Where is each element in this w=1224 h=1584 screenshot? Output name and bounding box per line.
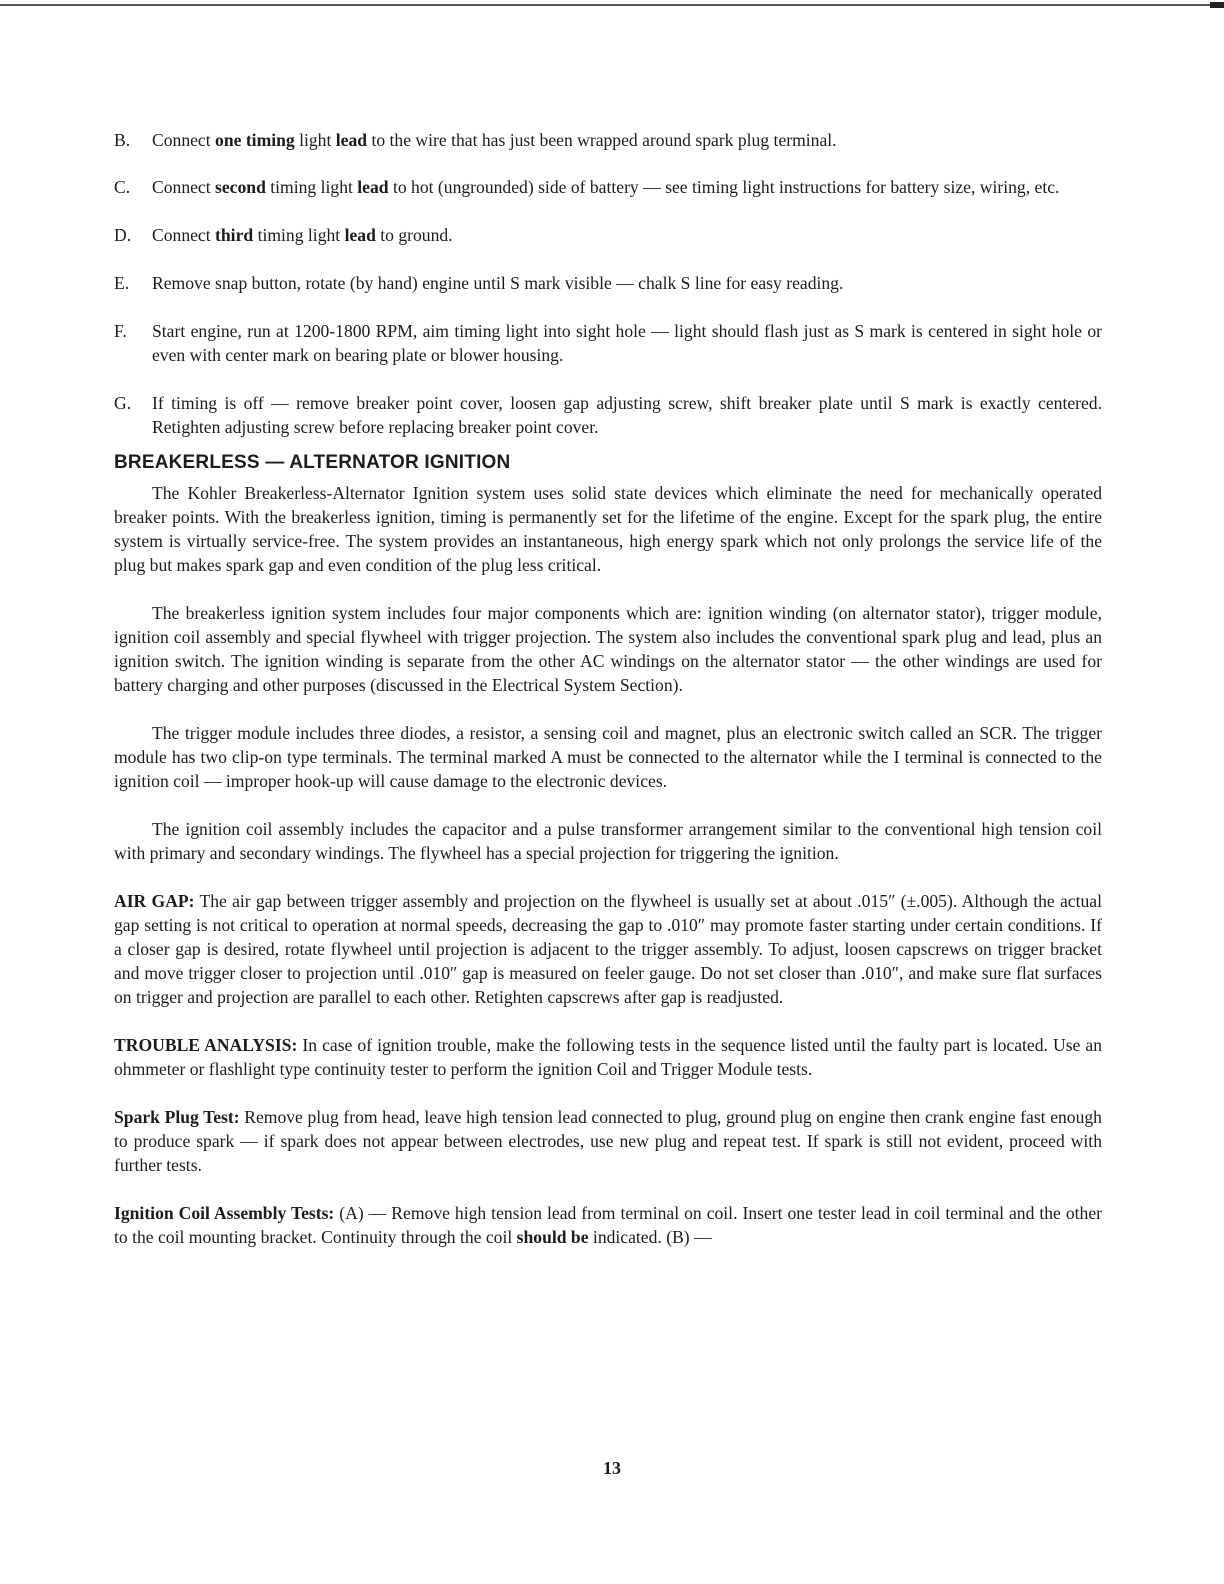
body-paragraph: The Kohler Breakerless-Alternator Ignition system uses solid state devices which eliminate the need for mechanically operated breaker points. With the breakerless ignition, timing is permanently set for the lifetime of the engine. Except for the spark plug, the entire system is virtually service-free. The system provides an instantaneous, high energy spark which not only prolongs the service life of the plug but makes spark gap and even condition of the plug less critical.	[114, 483, 1102, 575]
lead-label: Spark Plug Test:	[114, 1107, 240, 1127]
step-text: If timing is off — remove breaker point cover, loosen gap adjusting screw, shift breaker plate until S mark is exactly centered. Retighten adjusting screw before replacing breaker point cover.	[152, 393, 1102, 437]
step-b	[114, 128, 1102, 152]
ignition-coil-test-paragraph: Ignition Coil Assembly Tests: (A) — Remove high tension lead from terminal on coil. Insert one tester lead in coil terminal and the other to the coil mounting bracket. Continuity through the coil should be indicated. (B) —	[114, 1203, 1102, 1247]
step-c	[114, 175, 1102, 199]
air-gap-paragraph: AIR GAP: The air gap between trigger assembly and projection on the flywheel is usually set at about .015″ (±.005). Although the actual gap setting is not critical to operation at normal speeds, decreasing the gap to .010″ may promote faster starting under certain conditions. If a closer gap is desired, rotate flywheel until projection is adjacent to the trigger assembly. To adjust, loosen capscrews on trigger bracket and move trigger closer to projection until .010″ gap is measured on feeler gauge. Do not set closer than .010″, and make sure flat surfaces on trigger and projection are parallel to each other. Retighten capscrews after gap is readjusted.	[114, 891, 1103, 1007]
page-number: 13	[603, 1458, 621, 1478]
corner-scan-mark	[1210, 2, 1224, 8]
step-g	[114, 391, 1102, 439]
trouble-analysis-paragraph: TROUBLE ANALYSIS: In case of ignition trouble, make the following tests in the sequence listed until the faulty part is located. Use an ohmmeter or flashlight type continuity tester to perform the ignition Coil and Trigger Module tests.	[114, 1035, 1102, 1079]
step-letter: D.	[114, 225, 132, 245]
step-letter: C.	[114, 177, 131, 197]
step-letter: F.	[114, 321, 127, 341]
lead-label: AIR GAP:	[114, 891, 195, 911]
spark-plug-test-paragraph: Spark Plug Test: Remove plug from head, leave high tension lead connected to plug, ground plug on engine then crank engine fast enough to produce spark — if spark does not appear between electrodes, use new plug and repeat test. If spark is still not evident, proceed with further tests.	[114, 1107, 1102, 1175]
step-letter: E.	[114, 273, 130, 293]
step-text: Connect second timing light lead to hot (ungrounded) side of battery — see timing light instructions for battery size, wiring, etc.	[152, 177, 1060, 197]
page-body	[114, 128, 1102, 1273]
step-letter: B.	[114, 130, 131, 150]
step-d	[114, 223, 1102, 247]
body-paragraph: The breakerless ignition system includes four major components which are: ignition winding (on alternator stator), trigger module, ignition coil assembly and special flywheel with trigger projection. The system also includes the conventional spark plug and lead, plus an ignition switch. The ignition winding is separate from the other AC windings on the alternator stator — the other windings are used for battery charging and other purposes (discussed in the Electrical System Section).	[114, 603, 1102, 695]
body-paragraph: The ignition coil assembly includes the capacitor and a pulse transformer arrangement similar to the conventional high tension coil with primary and secondary windings. The flywheel has a special projection for triggering the ignition.	[114, 819, 1102, 863]
lead-label: TROUBLE ANALYSIS:	[114, 1035, 298, 1055]
step-text: Connect third timing light lead to ground.	[152, 225, 453, 245]
body-paragraph: The trigger module includes three diodes, a resistor, a sensing coil and magnet, plus an electronic switch called an SCR. The trigger module has two clip-on type terminals. The terminal marked A must be connected to the alternator while the I terminal is connected to the ignition coil — improper hook-up will cause damage to the electronic devices.	[114, 723, 1102, 791]
step-f	[114, 319, 1102, 367]
step-text: Connect one timing light lead to the wire that has just been wrapped around spark plug terminal.	[152, 130, 837, 150]
step-letter: G.	[114, 393, 132, 413]
top-scan-rule	[0, 4, 1210, 6]
lead-label: Ignition Coil Assembly Tests:	[114, 1203, 335, 1223]
step-text: Start engine, run at 1200-1800 RPM, aim timing light into sight hole — light should flash just as S mark is centered in sight hole or even with center mark on bearing plate or blower housing.	[152, 321, 1102, 365]
step-e	[114, 271, 1102, 295]
step-text: Remove snap button, rotate (by hand) engine until S mark visible — chalk S line for easy reading.	[152, 273, 844, 293]
section-heading: BREAKERLESS — ALTERNATOR IGNITION	[114, 452, 511, 473]
